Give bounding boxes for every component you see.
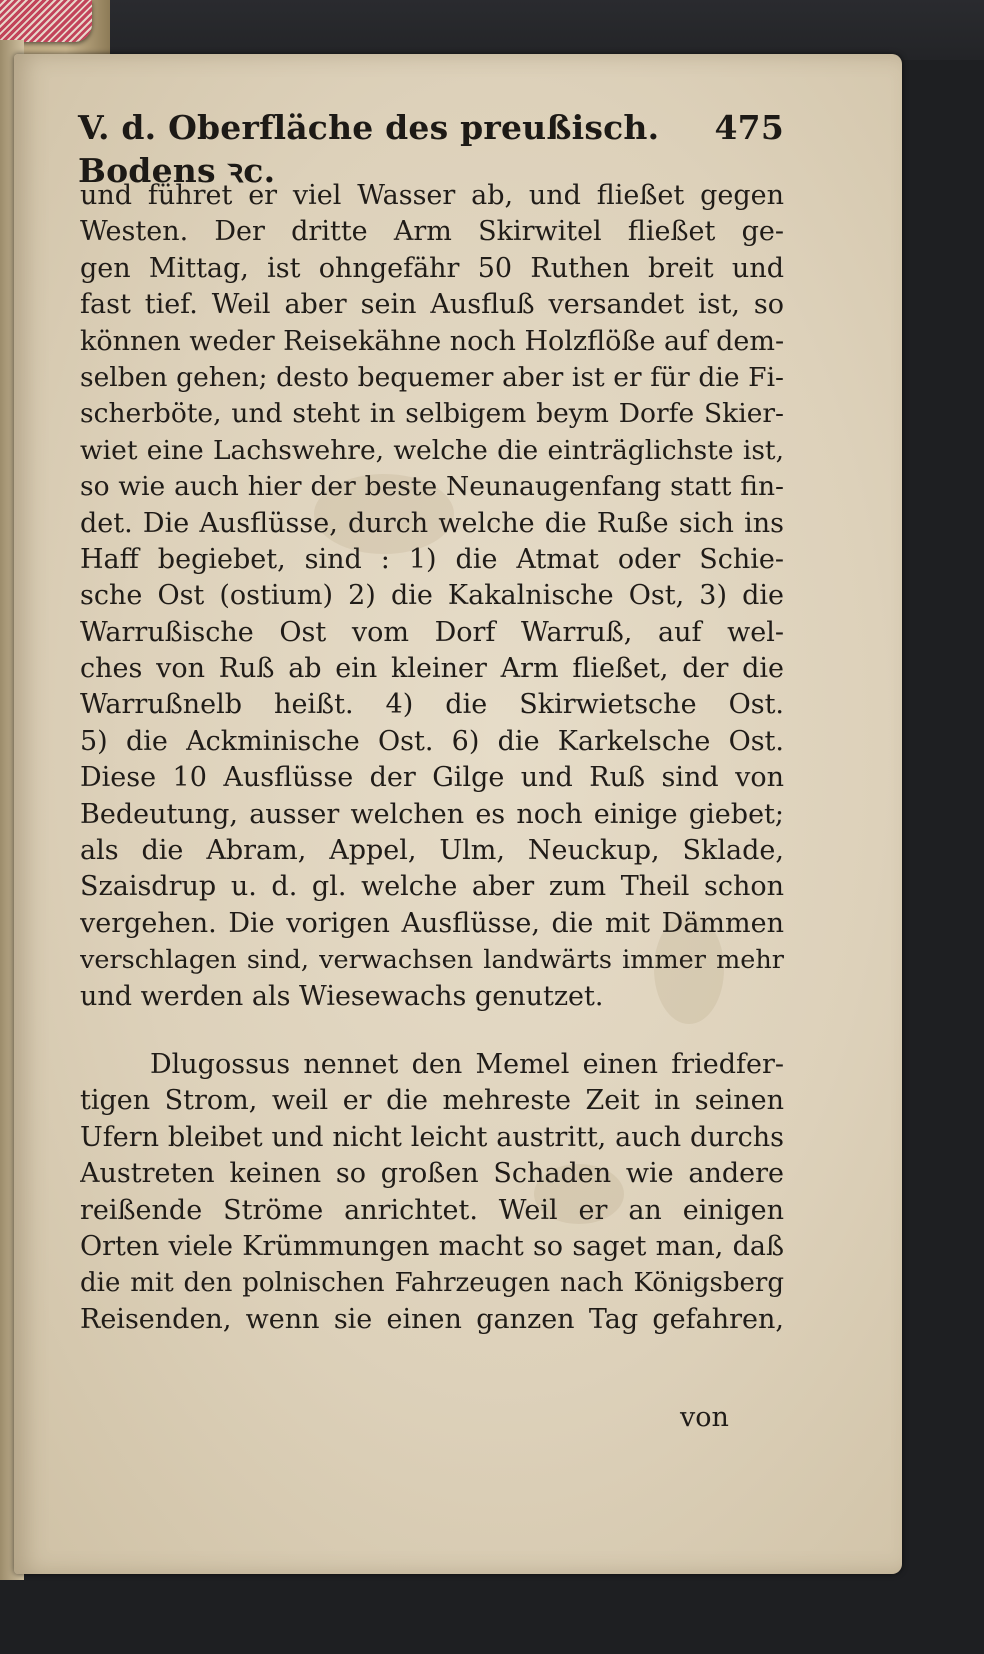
- page-number: 475: [714, 108, 784, 147]
- text-line: vergehen. Die vorigen Ausflüsse, die mit Dämmen: [80, 907, 784, 939]
- book-cover-background: [0, 0, 984, 60]
- catchword: von: [680, 1402, 729, 1433]
- text-line: scherböte, und steht in selbigem beym Dorfe Skier-: [80, 398, 784, 430]
- text-line: Haff begiebet, sind : 1) die Atmat oder Schie-: [80, 543, 784, 575]
- text-line: det. Die Ausflüsse, durch welche die Ruße sich ins: [80, 507, 784, 539]
- text-line: als die Abram, Appel, Ulm, Neuckup, Sklade,: [80, 835, 784, 867]
- bookmark-ribbon: [0, 0, 92, 42]
- text-line: Ufern bleibet und nicht leicht austritt, auch durchs: [80, 1121, 784, 1153]
- text-line: Austreten keinen so großen Schaden wie andere: [80, 1158, 784, 1190]
- text-line: und werden als Wiesewachs genutzet.: [80, 980, 604, 1012]
- text-line: ches von Ruß ab ein kleiner Arm fließet, der die: [80, 653, 784, 685]
- paragraph-gap: [80, 1015, 784, 1047]
- text-line: fast tief. Weil aber sein Ausfluß versandet ist, so: [80, 289, 784, 321]
- text-line: sche Ost (ostium) 2) die Kakalnische Ost, 3) die: [80, 580, 784, 612]
- text-line: reißende Ströme anrichtet. Weil er an einigen: [80, 1194, 784, 1226]
- text-line: Bedeutung, ausser welchen es noch einige giebet;: [80, 798, 784, 830]
- text-line: die mit den polnischen Fahrzeugen nach Königsberg: [80, 1268, 784, 1299]
- text-line: wiet eine Lachswehre, welche die einträglichste ist,: [80, 434, 784, 466]
- text-line: gen Mittag, ist ohngefähr 50 Ruthen breit und: [80, 252, 784, 284]
- text-line: und führet er viel Wasser ab, und fließet gegen: [80, 180, 784, 211]
- text-line: Szaisdrup u. d. gl. welche aber zum Theil schon: [80, 871, 784, 903]
- text-line: können weder Reisekähne noch Holzflöße auf dem-: [80, 325, 784, 357]
- text-line: tigen Strom, weil er die mehreste Zeit in seinen: [80, 1085, 784, 1117]
- text-line: 5) die Ackminische Ost. 6) die Karkelsche Ost.: [80, 725, 784, 757]
- header-title: V. d. Oberfläche des preußisch. Bodens ꝛc.: [78, 108, 660, 190]
- text-line: Westen. Der dritte Arm Skirwitel fließet ge-: [80, 216, 784, 248]
- text-line: Warrußnelb heißt. 4) die Skirwietsche Ost.: [80, 689, 784, 721]
- text-line: verschlagen sind, verwachsen landwärts immer mehr: [80, 945, 784, 976]
- text-line: Reisenden, wenn sie einen ganzen Tag gefahren,: [80, 1303, 784, 1335]
- text-line: Warrußische Ost vom Dorf Warruß, auf wel-: [80, 616, 784, 648]
- text-line: selben gehen; desto bequemer aber ist er für die Fi-: [80, 361, 784, 393]
- text-line: Orten viele Krümmungen macht so saget man, daß: [80, 1230, 784, 1262]
- text-line: Dlugossus nennet den Memel einen friedfer-: [150, 1048, 784, 1080]
- body-text: [80, 178, 784, 1338]
- text-line: Diese 10 Ausflüsse der Gilge und Ruß sind von: [80, 762, 784, 794]
- text-line: so wie auch hier der beste Neunaugenfang statt fin-: [80, 471, 784, 503]
